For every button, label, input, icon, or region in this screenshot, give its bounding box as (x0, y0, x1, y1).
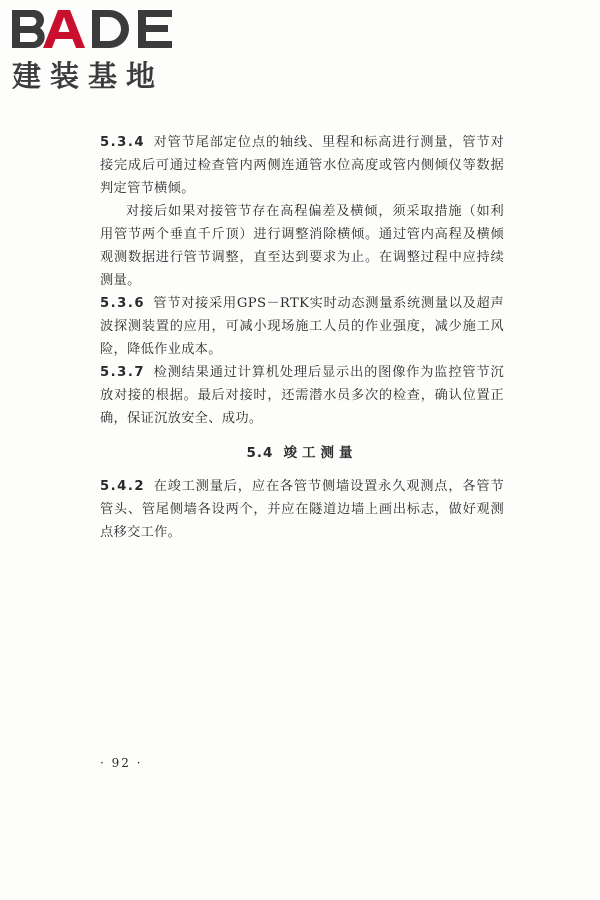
clause-number: 5.3.7 (100, 365, 146, 380)
clause-text: 对管节尾部定位点的轴线、里程和标高进行测量，管节对接完成后可通过检查管内两侧连通管水位高度或管内侧倾仪等数据判定管节横倾。 (100, 135, 504, 196)
clause-5-3-7 (100, 361, 504, 430)
section-heading (100, 442, 504, 465)
document-body (100, 131, 504, 544)
clause-number: 5.3.4 (100, 135, 146, 150)
clause-text: 对接后如果对接管节存在高程偏差及横倾，须采取措施（如利用管节两个垂直千斤顶）进行调整消除横倾。通过管内高程及横倾观测数据进行管节调整，直至达到要求为止。在调整过程中应持续测量。 (100, 204, 504, 288)
clause-number: 5.3.6 (100, 296, 146, 311)
clause-5-4-2 (100, 475, 504, 544)
clause-5-3-4 (100, 131, 504, 200)
clause-text: 检测结果通过计算机处理后显示出的图像作为监控管节沉放对接的根据。最后对接时，还需潜水员多次的检查，确认位置正确，保证沉放安全、成功。 (100, 365, 504, 426)
clause-text: 在竣工测量后，应在各管节侧墙设置永久观测点，各管节管头、管尾侧墙各设两个，并应在隧道边墙上画出标志，做好观测点移交工作。 (100, 479, 504, 540)
logo-subtitle: 建装基地 (12, 59, 165, 93)
bade-logo (8, 4, 178, 96)
clause-5-3-6 (100, 292, 504, 361)
clause-text: 管节对接采用GPS－RTK实时动态测量系统测量以及超声波探测装置的应用，可减小现场施工人员的作业强度，减少施工风险，降低作业成本。 (100, 296, 504, 357)
logo-graphic (8, 4, 178, 96)
section-title: 竣工测量 (283, 445, 358, 461)
clause-number: 5.4.2 (100, 479, 146, 494)
page-number: · 92 · (100, 756, 143, 770)
clause-continuation (100, 200, 504, 292)
section-number: 5.4 (246, 445, 274, 461)
